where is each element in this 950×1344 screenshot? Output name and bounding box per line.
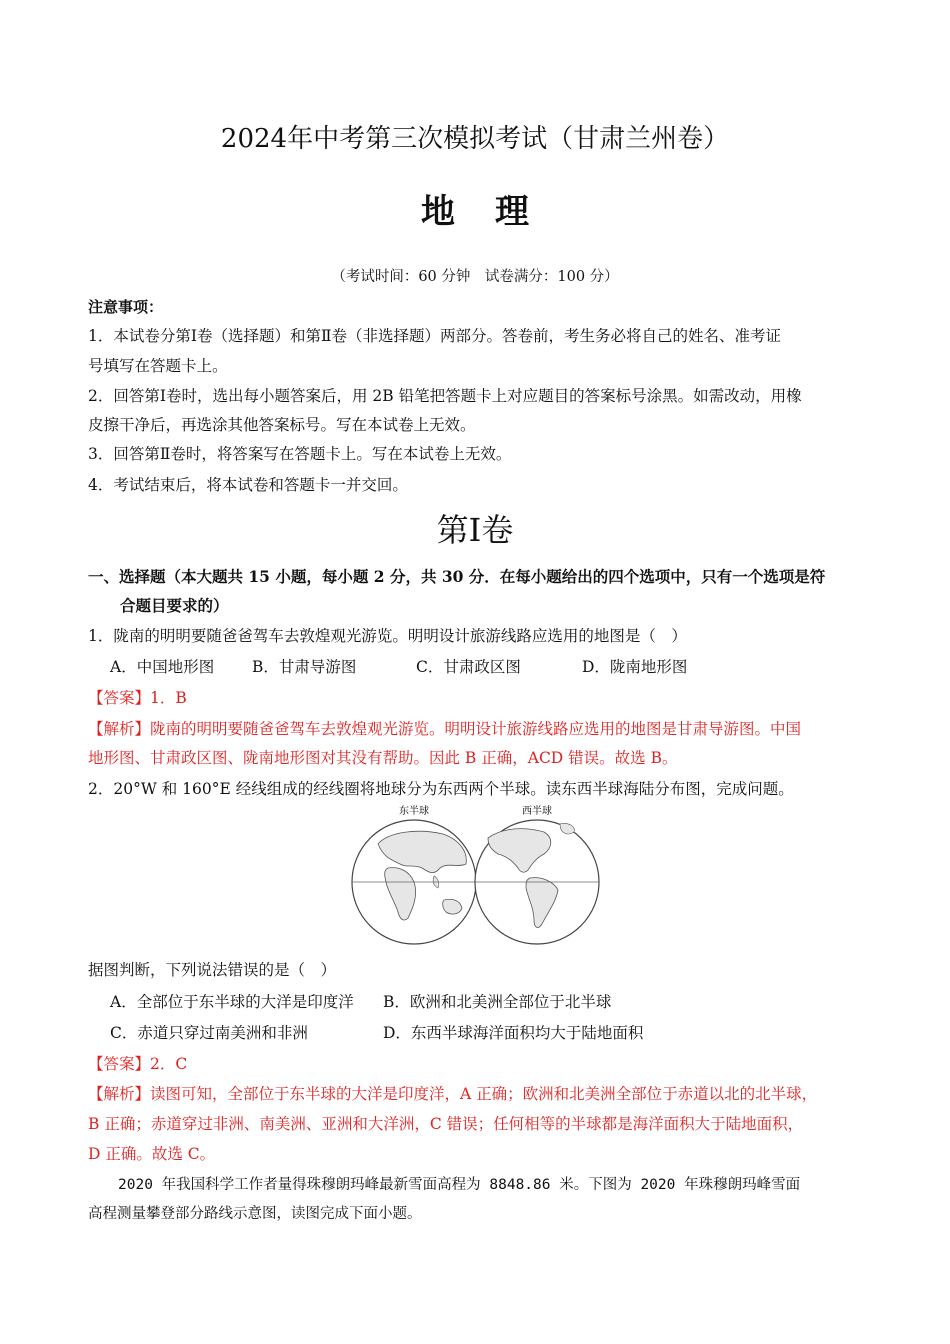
notes-heading: 注意事项：	[88, 298, 164, 316]
q2-question: 据图判断，下列说法错误的是（ ）	[88, 961, 337, 979]
q1-analysis-line-2: 地形图、甘肃政区图、陇南地形图对其没有帮助。因此 B 正确，ACD 错误。故选 B。	[88, 749, 678, 767]
q1-analysis-line-1	[88, 717, 801, 739]
q2-answer-value: 2．C	[150, 1055, 188, 1073]
west-hemisphere-label: 西半球	[522, 806, 552, 817]
q1-option-b: B．甘肃导游图	[252, 658, 357, 676]
passage-line-2: 高程测量攀登部分路线示意图，读图完成下面小题。	[88, 1206, 422, 1222]
note-1-line-2: 号填写在答题卡上。	[88, 357, 228, 375]
q2-option-c: C．赤道只穿过南美洲和非洲	[110, 1024, 308, 1042]
subject-title: 地理	[421, 192, 569, 232]
q1-option-c: C．甘肃政区图	[416, 658, 521, 676]
hemisphere-map	[348, 802, 604, 948]
q2-analysis-line-1	[88, 1082, 817, 1104]
note-3: 3．回答第Ⅱ卷时，将答案写在答题卡上。写在本试卷上无效。	[88, 445, 512, 463]
q2-answer	[88, 1052, 187, 1074]
q1-answer-value: 1．B	[150, 689, 187, 707]
note-4: 4．考试结束后，将本试卷和答题卡一并交回。	[88, 476, 408, 494]
page-title: 2024年中考第三次模拟考试（甘肃兰州卷）	[220, 124, 730, 154]
q1-option-a: A．中国地形图	[110, 658, 215, 676]
q2-answer-label: 【答案】	[88, 1055, 151, 1073]
q2-analysis-text-1: 读图可知，全部位于东半球的大洋是印度洋，A 正确；欧洲和北美洲全部位于赤道以北的北半球，	[150, 1085, 818, 1103]
section-title: 第Ⅰ卷	[436, 511, 514, 549]
part-heading-line-2: 合题目要求的）	[120, 596, 229, 615]
note-1-line-1: 1．本试卷分第Ⅰ卷（选择题）和第Ⅱ卷（非选择题）两部分。答卷前，考生务必将自己的姓名、准考证	[88, 327, 782, 345]
q2-option-d: D．东西半球海洋面积均大于陆地面积	[383, 1024, 644, 1042]
q1-answer-label: 【答案】	[88, 689, 151, 707]
q2-option-b: B．欧洲和北美洲全部位于北半球	[383, 993, 612, 1011]
west-hemisphere	[475, 820, 599, 944]
q2-stem: 2．20°W 和 160°E 经线组成的经线圈将地球分为东西两个半球。读东西半球海陆分布图，完成问题。	[88, 780, 794, 798]
q1-option-d: D．陇南地形图	[582, 658, 688, 676]
q1-stem: 1．陇南的明明要随爸爸驾车去敦煌观光游览。明明设计旅游线路应选用的地图是（ ）	[88, 627, 687, 645]
q2-analysis-label: 【解析】	[88, 1085, 151, 1103]
note-2-line-1: 2．回答第Ⅰ卷时，选出每小题答案后，用 2B 铅笔把答题卡上对应题目的答案标号涂黑。如需改动，用橡	[88, 387, 802, 405]
passage-line-1: 2020 年我国科学工作者量得珠穆朗玛峰最新雪面高程为 8848.86 米。下图为 2020 年珠穆朗玛峰雪面	[118, 1177, 801, 1193]
exam-info: （考试时间：60 分钟 试卷满分：100 分）	[331, 269, 619, 285]
part-heading-line-1: 一、选择题（本大题共 15 小题，每小题 2 分，共 30 分．在每小题给出的四个选项中，只有一个选项是符	[88, 567, 826, 586]
q1-analysis-label: 【解析】	[88, 720, 151, 738]
q2-analysis-line-2: B 正确；赤道穿过非洲、南美洲、亚洲和大洋洲，C 错误；任何相等的半球都是海洋面积大于陆地面积，	[88, 1115, 804, 1133]
q1-answer	[88, 686, 187, 708]
east-hemisphere-label: 东半球	[399, 806, 429, 817]
q1-analysis-text-1: 陇南的明明要随爸爸驾车去敦煌观光游览。明明设计旅游线路应选用的地图是甘肃导游图。中国	[150, 720, 802, 738]
q2-analysis-line-3: D 正确。故选 C。	[88, 1145, 216, 1163]
q2-option-a: A．全部位于东半球的大洋是印度洋	[110, 993, 354, 1011]
east-hemisphere	[352, 820, 476, 944]
note-2-line-2: 皮擦干净后，再选涂其他答案标号。写在本试卷上无效。	[88, 416, 476, 434]
